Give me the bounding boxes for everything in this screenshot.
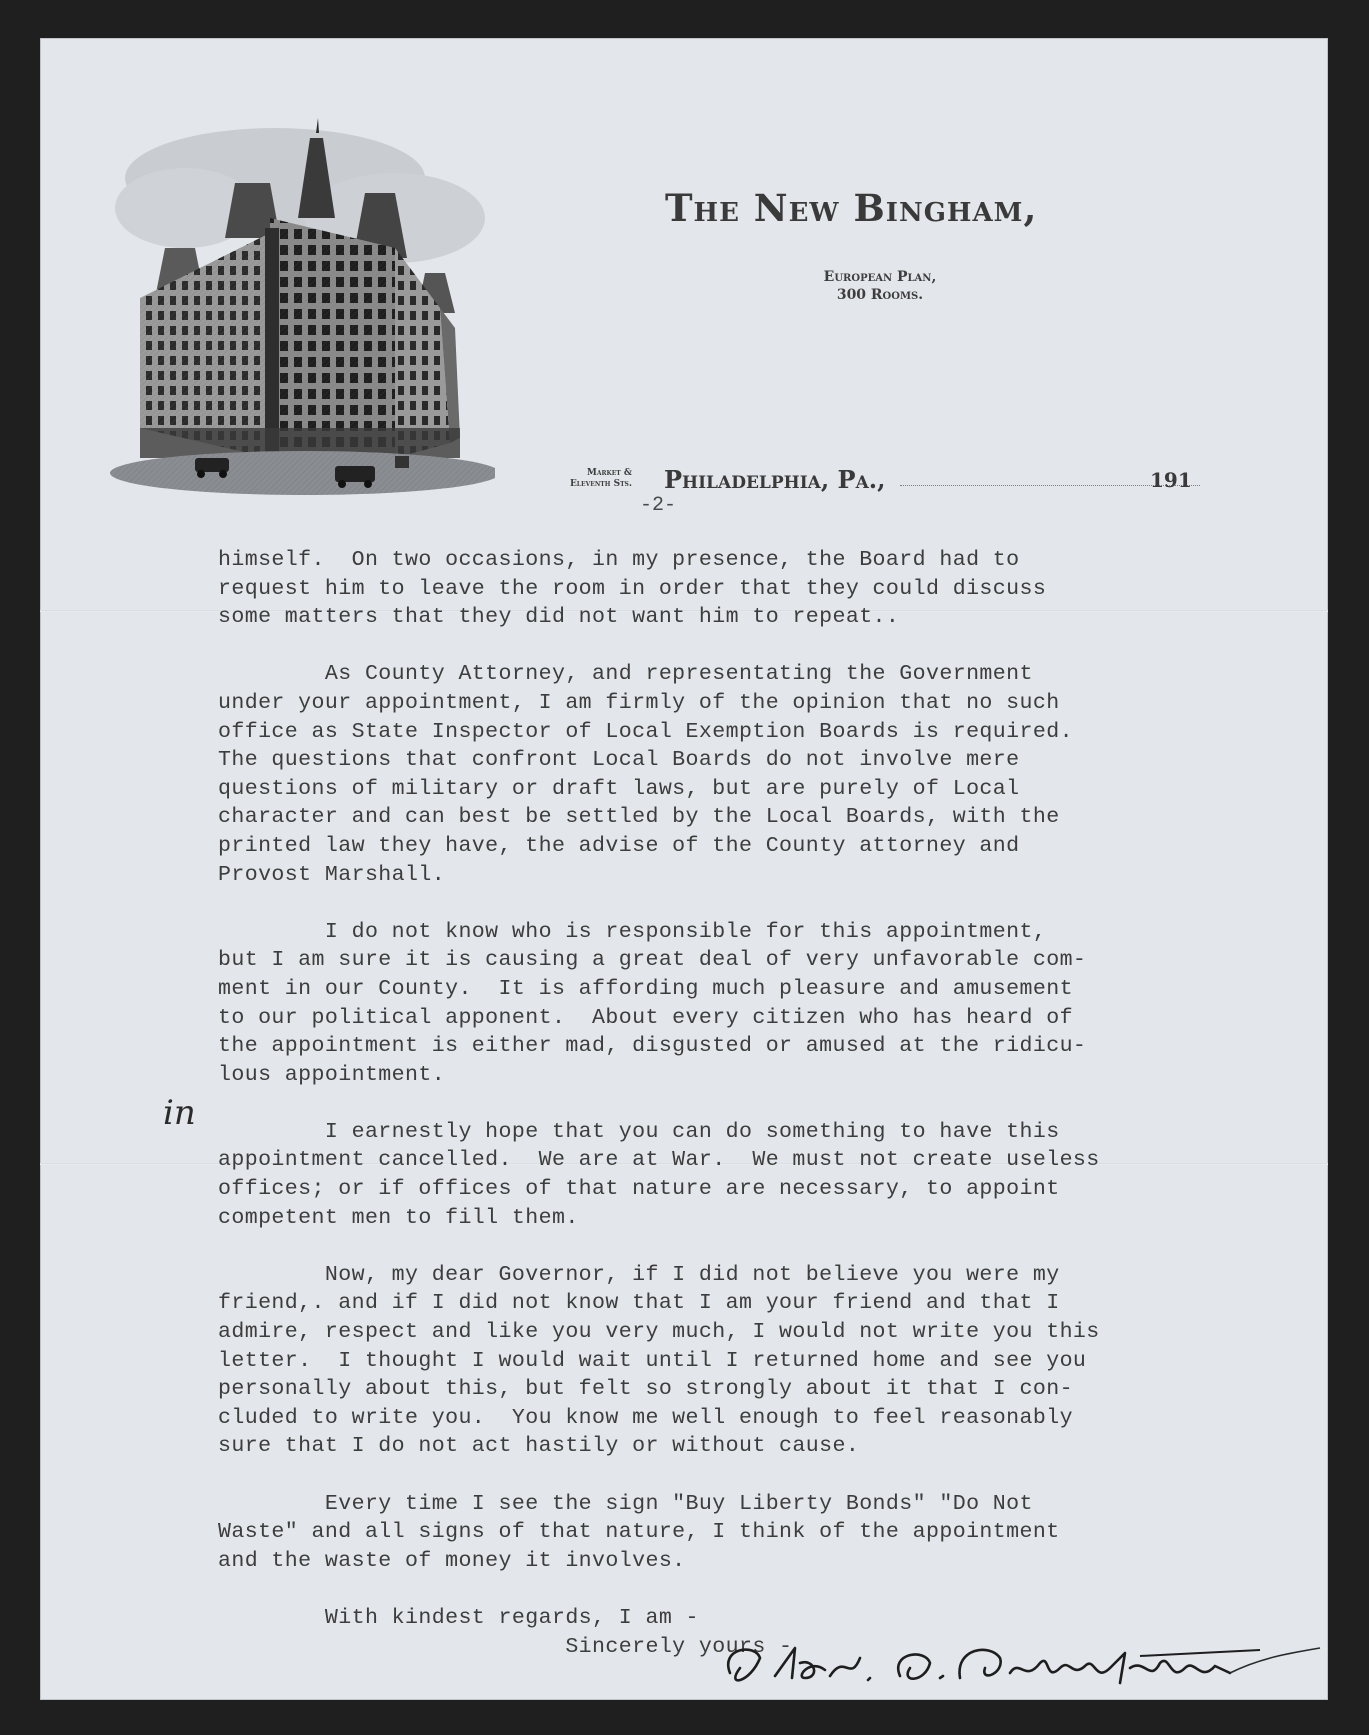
letter-line: character and can best be settled by the Local Boards, with the — [218, 805, 1060, 830]
street-line-2: Eleventh Sts. — [569, 479, 632, 489]
letter-line: appointment cancelled. We are at War. We must not create useless — [218, 1148, 1100, 1173]
letter-line: some matters that they did not want him to repeat.. — [218, 605, 900, 630]
letter-line: under your appointment, I am firmly of the opinion that no such — [218, 690, 1060, 715]
letter-line: As County Attorney, and representating the Government — [218, 662, 1033, 687]
hotel-name: The New Bingham, — [665, 186, 1038, 230]
letter-body — [218, 546, 1278, 1661]
hotel-building-engraving — [95, 98, 495, 508]
letter-line: friend,. and if I did not know that I am your friend and that I — [218, 1291, 1060, 1316]
letter-line: questions of military or draft laws, but are purely of Local — [218, 776, 1020, 801]
paragraph-gap — [218, 1232, 1278, 1261]
letter-line: Waste" and all signs of that nature, I think of the appointment — [218, 1520, 1060, 1545]
letter-line: sure that I do not act hastily or without cause. — [218, 1434, 860, 1459]
letter-line: Sincerely yours - — [218, 1634, 793, 1659]
letter-line: lous appointment. — [218, 1062, 446, 1087]
street-line-1: Market & — [586, 468, 632, 478]
letter-line: but I am sure it is causing a great deal of very unfavorable com- — [218, 948, 1087, 973]
letter-line: cluded to write you. You know me well enough to feel reasonably — [218, 1405, 1073, 1430]
letter-line: to our political apponent. About every citizen who has heard of — [218, 1005, 1073, 1030]
letter-line: Provost Marshall. — [218, 862, 446, 887]
letter-line: Now, my dear Governor, if I did not believe you were my — [218, 1262, 1060, 1287]
letter-line: I earnestly hope that you can do something to have this — [218, 1119, 1060, 1144]
letter-line: competent men to fill them. — [218, 1205, 579, 1230]
paragraph-gap — [218, 632, 1278, 661]
letter-line: I do not know who is responsible for this appointment, — [218, 919, 1047, 944]
paragraph-gap — [218, 889, 1278, 918]
letter-line: personally about this, but felt so strongly about it that I con- — [218, 1377, 1073, 1402]
letter-line: printed law they have, the advise of the County attorney and — [218, 833, 1020, 858]
letter-line: letter. I thought I would wait until I returned home and see you — [218, 1348, 1087, 1373]
letter-line: office as State Inspector of Local Exemption Boards is required. — [218, 719, 1073, 744]
year-prefix: 191 — [1150, 468, 1192, 492]
letter-line: admire, respect and like you very much, I would not write you this — [218, 1320, 1100, 1345]
paragraph-gap — [218, 1461, 1278, 1490]
letter-line: the appointment is either mad, disgusted or amused at the ridicu- — [218, 1034, 1087, 1059]
letter-line: offices; or if offices of that nature are necessary, to appoint — [218, 1177, 1060, 1202]
hotel-address — [522, 468, 632, 490]
letter-line: and the waste of money it involves. — [218, 1548, 686, 1573]
plan-line-2: 300 Rooms. — [836, 287, 924, 303]
paragraph-gap — [218, 1089, 1278, 1118]
letter-line: Every time I see the sign "Buy Liberty Bonds" "Do Not — [218, 1491, 1033, 1516]
letter-line: With kindest regards, I am - — [218, 1605, 699, 1630]
hotel-plan — [770, 268, 990, 304]
plan-line-1: European Plan, — [823, 269, 937, 285]
letter-line: The questions that confront Local Boards do not involve mere — [218, 748, 1020, 773]
letter-line: himself. On two occasions, in my presence, the Board had to — [218, 548, 1020, 572]
letter-line: ment in our County. It is affording much pleasure and amusement — [218, 976, 1073, 1001]
letter-page — [40, 38, 1328, 1700]
letter-line: request him to leave the room in order that they could discuss — [218, 576, 1047, 601]
hotel-city: Philadelphia, Pa., — [664, 465, 886, 494]
margin-note: in — [163, 1093, 196, 1133]
paragraph-gap — [218, 1575, 1278, 1604]
page-number: -2- — [640, 494, 677, 517]
signature — [700, 1628, 1328, 1698]
